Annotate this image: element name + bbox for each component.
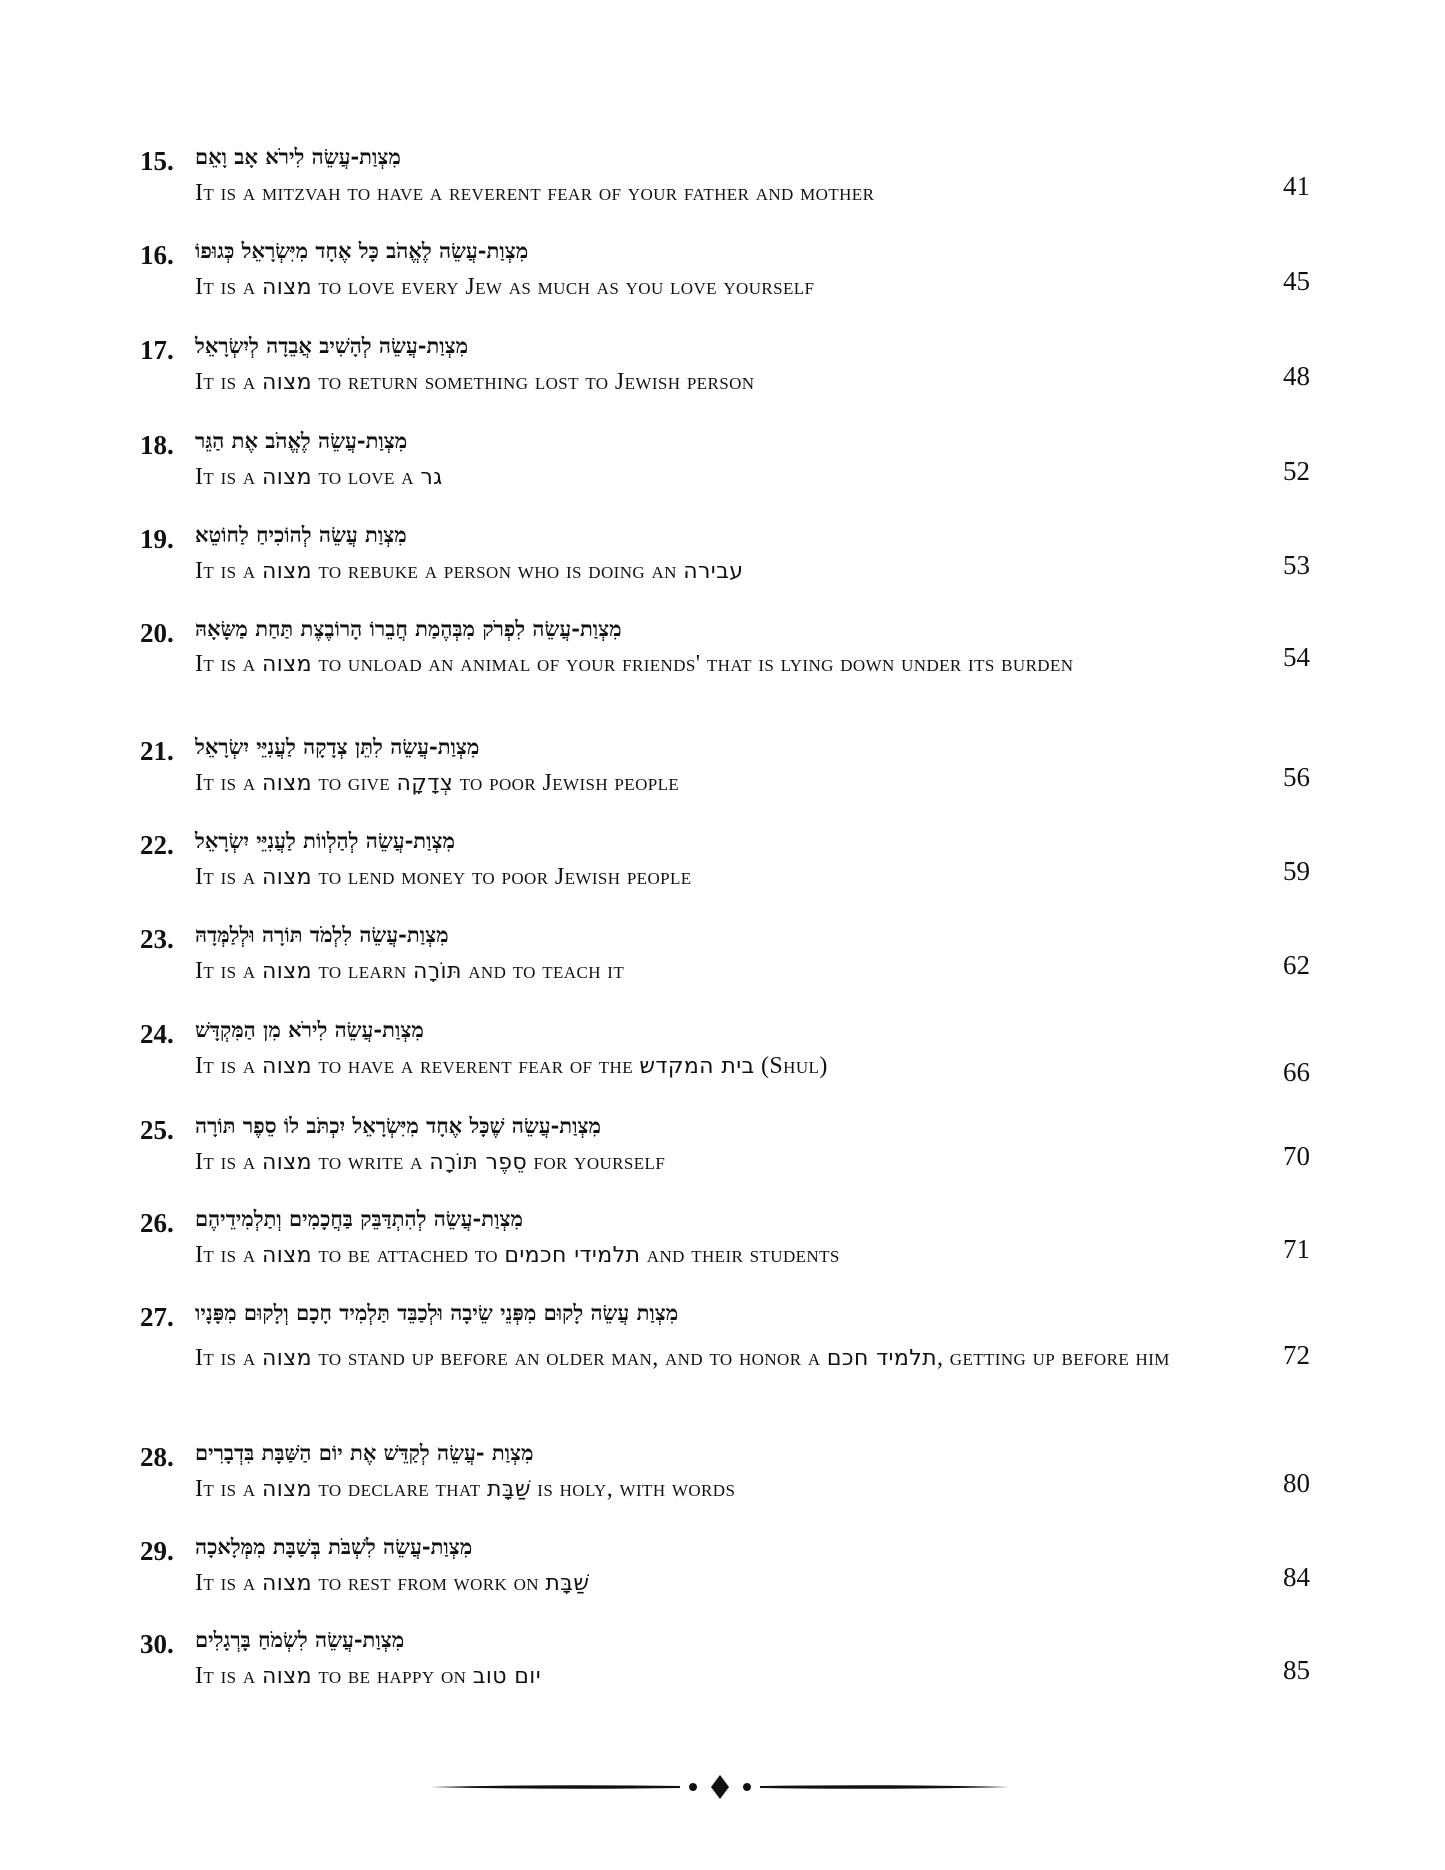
hebrew-title: מִצְוַת -עֲשֵׂה לְקַדֵּשׁ אֶת יוֹם הַשַּׁבָּת בִּדְבָרִים <box>195 1440 534 1465</box>
entry-number: 30. <box>140 1629 174 1659</box>
english-description: It is a מצוה to lend money to poor Jewish people <box>195 864 692 890</box>
hebrew-title: מִצְוַת-עֲשֵׂה לִתֵּן צְדָקָה לַעֲנִיֵּי יִשְׂרָאֵל <box>195 734 480 759</box>
english-description: It is a מצוה to rest from work on שַׁבָּת <box>195 1570 590 1596</box>
toc-entry-25 <box>140 1111 1310 1178</box>
hebrew-title: מִצְוַת-עֲשֵׂה לְהִתְדַּבֵּק בַּחֲכָמִים וְתַלְמִידֵיהֶם <box>195 1206 523 1231</box>
entry-number: 29. <box>140 1536 174 1566</box>
entry-number: 23. <box>140 924 174 954</box>
english-description: It is a מצוה to be happy on יום טוב <box>195 1663 542 1689</box>
english-description: It is a מצוה to give צְדָקָה to poor Jewish people <box>195 770 680 796</box>
page-number: 54 <box>1283 642 1310 672</box>
english-description: It is a mitzvah to have a reverent fear of your father and mother <box>195 180 875 206</box>
english-description: It is a מצוה to be attached to תלמידי חכמים and their students <box>195 1242 840 1268</box>
english-description: It is a מצוה to love a גר <box>195 464 443 490</box>
entry-number: 19. <box>140 524 174 554</box>
page-number: 72 <box>1283 1340 1310 1370</box>
toc-entry-27 <box>140 1298 1310 1377</box>
page-number: 59 <box>1283 856 1310 886</box>
hebrew-title: מִצְוַת עֲשֵׂה לָקוּם מִפְּנֵי שֵׂיבָה וּלְכַבֵּד תַּלְמִיד חָכָם וְלָקוּם מִפָּנָיו <box>195 1300 679 1325</box>
hebrew-title: מִצְוַת-עֲשֵׂה לִירֹא מִן הַמִּקְדָּשׁ <box>195 1017 424 1042</box>
page-number: 84 <box>1283 1562 1310 1592</box>
hebrew-title: מִצְוַת-עֲשֵׂה לְהַלְווֹת לַעֲנִיֵּי יִשְׂרָאֵל <box>195 828 455 853</box>
toc-entry-21 <box>140 732 1310 799</box>
page-number: 71 <box>1283 1234 1310 1264</box>
toc-entry-17 <box>140 331 1310 398</box>
english-description: It is a מצוה to return something lost to Jewish person <box>195 369 755 395</box>
hebrew-title: מִצְוַת-עֲשֵׂה לִפְרֹק מִבְּהֶמַת חֲבֵרוֹ הָרוֹבֶצֶת תַּחַת מַשָּׂאָהּ <box>195 616 622 641</box>
footer-ornament <box>430 1772 1010 1802</box>
entry-number: 26. <box>140 1208 174 1238</box>
hebrew-title: מִצְוַת-עֲשֵׂה לִשְׁבֹּת בְּשַׁבָּת מִמְּלָאכָה <box>195 1534 473 1559</box>
entry-number: 21. <box>140 736 174 766</box>
hebrew-title: מִצְוַת-עֲשֵׂה לְהָשִׁיב אֲבֵדָה לְיִשְׂרָאֵל <box>195 333 469 358</box>
toc-entry-29 <box>140 1532 1310 1599</box>
page-number: 66 <box>1283 1057 1310 1087</box>
entry-number: 18. <box>140 430 174 460</box>
entry-number: 28. <box>140 1442 174 1472</box>
entry-number: 22. <box>140 830 174 860</box>
page-number: 48 <box>1283 361 1310 391</box>
english-description: It is a מצוה to unload an animal of your friends' that is lying down under its burden <box>195 651 1074 677</box>
entry-number: 27. <box>140 1302 174 1332</box>
page-number: 62 <box>1283 950 1310 980</box>
entry-number: 16. <box>140 240 174 270</box>
toc-entry-23 <box>140 920 1310 987</box>
page-number: 41 <box>1283 171 1310 201</box>
page-number: 45 <box>1283 266 1310 296</box>
toc-entry-28 <box>140 1438 1310 1505</box>
english-description: It is a מצוה to rebuke a person who is doing an עבירה <box>195 558 744 584</box>
entry-number: 15. <box>140 146 174 176</box>
entry-number: 20. <box>140 618 174 648</box>
hebrew-title: מִצְוַת-עֲשֵׂה לִלְמֹד תּוֹרָה וּלְלַמְּדָהּ <box>195 922 449 947</box>
toc-entry-24 <box>140 1015 1310 1087</box>
page-number: 52 <box>1283 456 1310 486</box>
english-description: It is a מצוה to write a סֵפֶר תּוֹרָה for yourself <box>195 1149 666 1175</box>
page-number: 53 <box>1283 550 1310 580</box>
hebrew-title: מִצְוַת עֲשֵׂה לְהוֹכִיחַ לַחוֹטֵא <box>195 522 407 547</box>
hebrew-title: מִצְוַת-עֲשֵׂה לִירֹא אָב וָאֵם <box>195 144 401 169</box>
page-number: 80 <box>1283 1468 1310 1498</box>
toc-entry-30 <box>140 1625 1310 1692</box>
toc-entry-20 <box>140 614 1310 679</box>
hebrew-title: מִצְוַת-עֲשֵׂה לֶאֱהֹב אֶת הַגֵּר <box>195 428 408 453</box>
toc-entry-22 <box>140 826 1310 893</box>
hebrew-title: מִצְוַת-עֲשֵׂה שֶׁכָּל אֶחָד מִיִּשְׂרָאֵל יִכְתֹּב לוֹ סֵפֶר תּוֹרָה <box>195 1113 601 1138</box>
english-description: It is a מצוה to learn תּוֹרָה and to teach it <box>195 958 625 984</box>
page-number: 56 <box>1283 762 1310 792</box>
entry-number: 17. <box>140 335 174 365</box>
english-description: It is a מצוה to have a reverent fear of the בית המקדש (Shul) <box>195 1053 828 1079</box>
english-description: It is a מצוה to declare that שַׁבָּת is holy, with words <box>195 1476 736 1502</box>
hebrew-title: מִצְוַת-עֲשֵׂה לִשְׂמֹחַ בָּרְגָלִים <box>195 1627 405 1652</box>
hebrew-title: מִצְוַת-עֲשֵׂה לֶאֱהֹב כָּל אֶחָד מִיִּשְׂרָאֵל כְּגוּפוֹ <box>195 238 529 263</box>
entry-number: 25. <box>140 1115 174 1145</box>
toc-entry-18 <box>140 426 1310 493</box>
english-description: It is a מצוה to stand up before an older man, and to honor a תלמיד חכם, getting up before him <box>195 1345 1170 1371</box>
page-number: 85 <box>1283 1655 1310 1685</box>
entry-number: 24. <box>140 1019 174 1049</box>
english-description: It is a מצוה to love every Jew as much as you love yourself <box>195 274 815 300</box>
toc-entry-15 <box>140 142 1310 208</box>
page-number: 70 <box>1283 1141 1310 1171</box>
toc-entry-19 <box>140 520 1310 587</box>
toc-entry-16 <box>140 236 1310 303</box>
toc-entry-26 <box>140 1204 1310 1271</box>
